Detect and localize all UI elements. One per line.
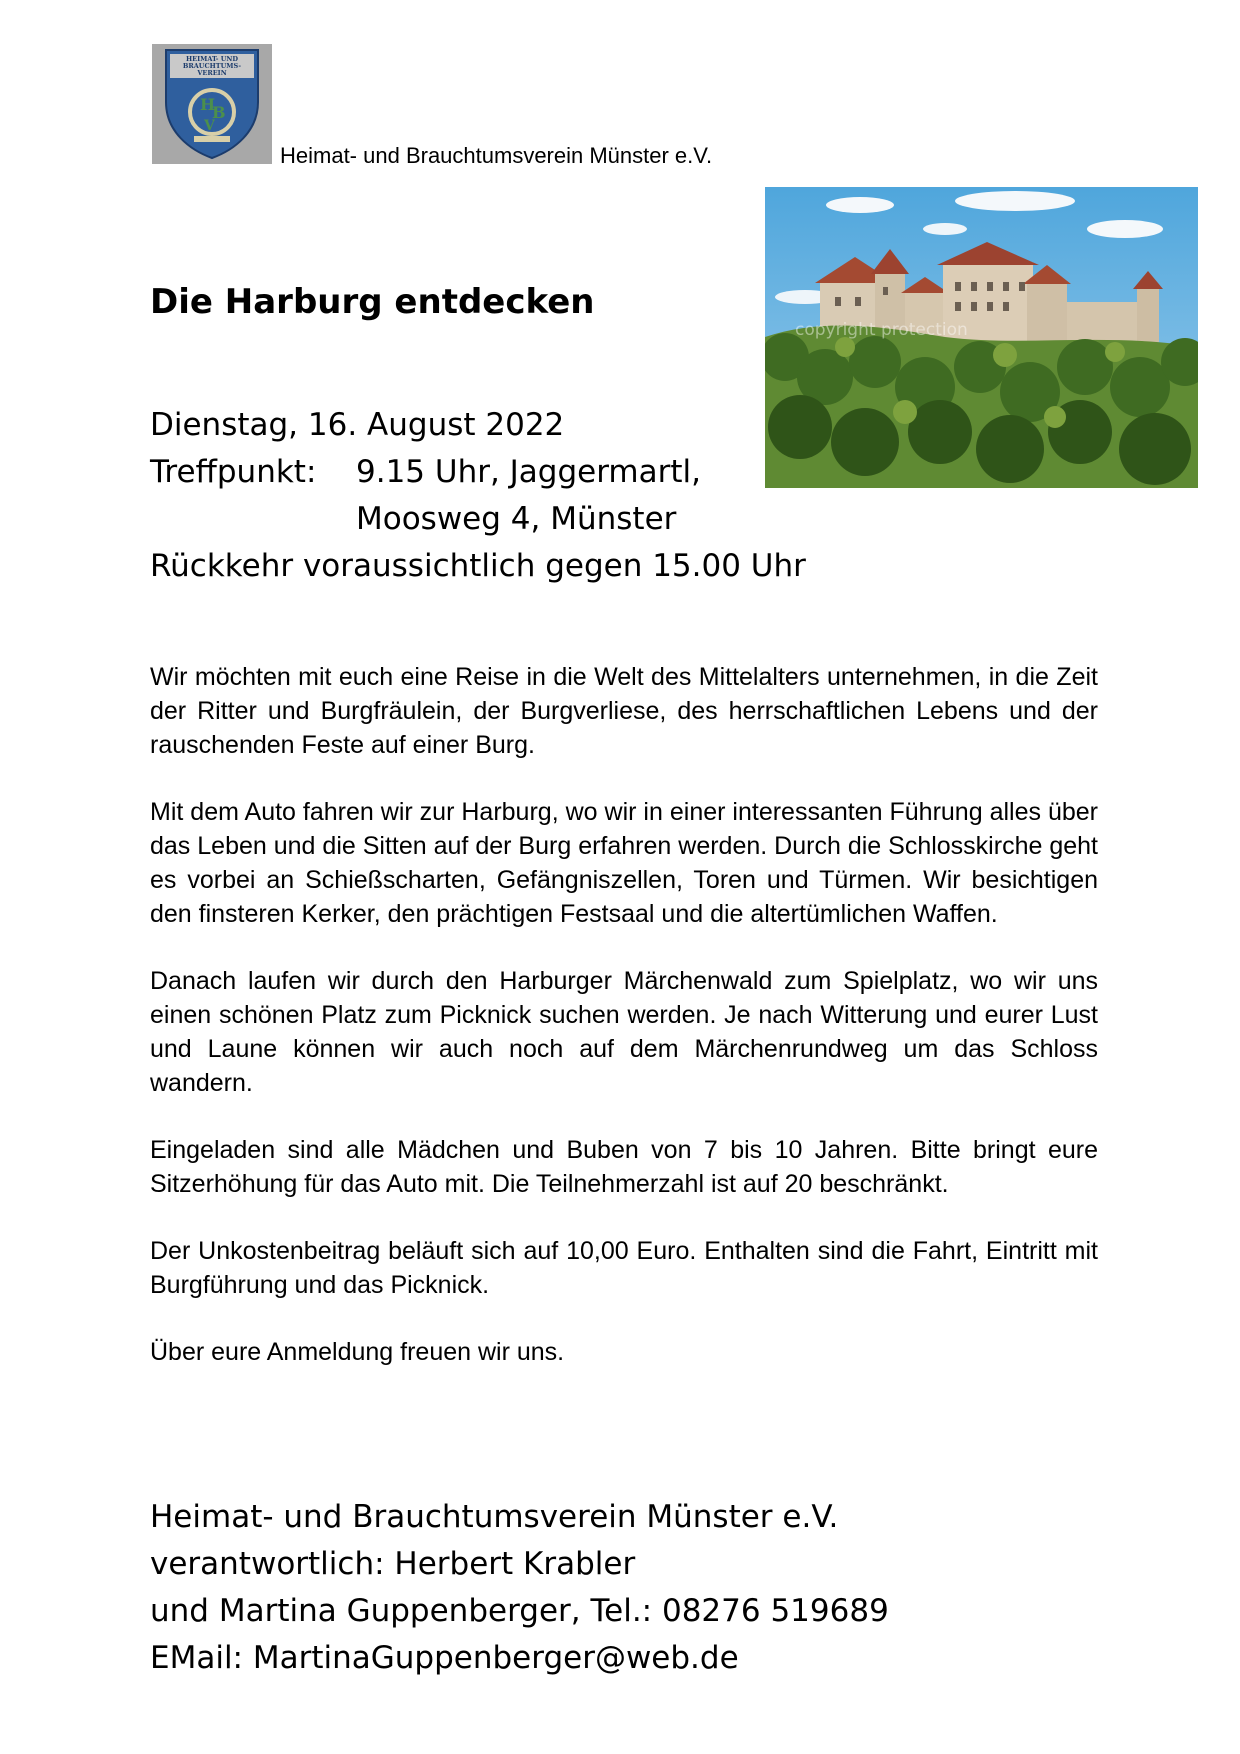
meeting-point [150, 449, 806, 496]
castle-photo [765, 187, 1198, 488]
return-time: Rückkehr voraussichtlich gegen 15.00 Uhr [150, 548, 806, 584]
meeting-address [150, 496, 806, 543]
footer-organization: Heimat- und Brauchtumsverein Münster e.V. [150, 1499, 839, 1535]
body-paragraph: Wir möchten mit euch eine Reise in die Welt des Mittelalters unternehmen, in die Zeit der Ritter und Burgfräulein, der Burgverliese, des herrschaftlichen Lebens und der rauschenden Feste auf einer Burg. [150, 663, 1098, 759]
page-title: Die Harburg entdecken [150, 282, 595, 322]
event-date: Dienstag, 16. August 2022 [150, 407, 565, 443]
svg-text:B: B [212, 103, 226, 122]
svg-text:VEREIN: VEREIN [197, 69, 227, 77]
meeting-label: Treffpunkt: [150, 454, 317, 490]
invitation-body [150, 660, 1098, 1402]
svg-text:V: V [204, 118, 215, 134]
body-paragraph: Der Unkostenbeitrag beläuft sich auf 10,00 Euro. Enthalten sind die Fahrt, Eintritt mit Burgführung und das Picknick. [150, 1237, 1098, 1299]
footer-responsible: verantwortlich: Herbert Krabler [150, 1546, 636, 1582]
header-organization-name: Heimat- und Brauchtumsverein Münster e.V. [280, 143, 713, 168]
body-paragraph: Danach laufen wir durch den Harburger Märchenwald zum Spielplatz, wo wir uns einen schönen Platz zum Picknick suchen werden. Je nach Witterung und eurer Lust und Laune können wir auch noch auf dem Märchenrundweg um das Schloss wandern. [150, 967, 1098, 1097]
club-crest-logo [152, 44, 272, 164]
body-paragraph: Mit dem Auto fahren wir zur Harburg, wo wir in einer interessanten Führung alles über das Leben und die Sitten auf der Burg erfahren werden. Durch die Schlosskirche geht es vorbei an Schießscharten, Gefängniszellen, Toren und Türmen. Wir besichtigen den finsteren Kerker, den prächtigen Festsaal und die altertümlichen Waffen. [150, 798, 1098, 928]
footer-email[interactable]: EMail: MartinaGuppenberger@web.de [150, 1640, 739, 1676]
svg-text:H: H [200, 95, 216, 114]
svg-text:BRAUCHTUMS-: BRAUCHTUMS- [182, 62, 242, 70]
meeting-address-text: Moosweg 4, Münster [356, 501, 677, 537]
body-paragraph: Über eure Anmeldung freuen wir uns. [150, 1338, 565, 1366]
contact-footer [150, 1494, 889, 1682]
body-paragraph: Eingeladen sind alle Mädchen und Buben von 7 bis 10 Jahren. Bitte bringt eure Sitzerhöhung für das Auto mit. Die Teilnehmerzahl ist auf 20 beschränkt. [150, 1136, 1098, 1198]
meeting-time-place: 9.15 Uhr, Jaggermartl, [356, 454, 701, 490]
photo-watermark: copyright protection [795, 320, 968, 340]
event-details [150, 402, 806, 590]
footer-phone: und Martina Guppenberger, Tel.: 08276 519689 [150, 1593, 889, 1629]
svg-text:HEIMAT- UND: HEIMAT- UND [186, 55, 238, 63]
